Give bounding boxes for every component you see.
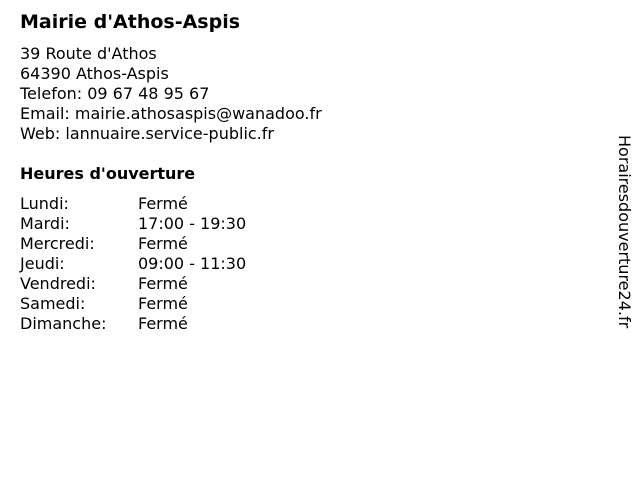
hours-day: Vendredi: [20,274,96,293]
hours-time: Fermé [138,234,188,253]
hours-day: Lundi: [20,194,69,213]
hours-time: Fermé [138,314,188,333]
hours-time: Fermé [138,194,188,213]
hours-row-thursday [20,254,246,274]
phone-value[interactable]: 09 67 48 95 67 [87,84,210,103]
web-label: Web: [20,124,61,143]
address-city: 64390 Athos-Aspis [20,64,169,83]
hours-row-saturday [20,294,246,314]
hours-row-friday [20,274,246,294]
hours-day: Jeudi: [20,254,65,273]
office-card [20,8,600,334]
hours-heading: Heures d'ouverture [20,164,196,183]
hours-time: Fermé [138,294,188,313]
hours-time: Fermé [138,274,188,293]
email-line [20,104,600,124]
hours-time: 17:00 - 19:30 [138,214,247,233]
web-link[interactable]: lannuaire.service-public.fr [65,124,274,143]
hours-row-wednesday [20,234,246,254]
phone-line [20,84,600,104]
web-line [20,124,600,144]
hours-row-sunday [20,314,246,334]
opening-hours-table [20,194,246,334]
phone-label: Telefon: [20,84,83,103]
office-title: Mairie d'Athos-Aspis [20,11,241,33]
hours-day: Samedi: [20,294,86,313]
hours-time: 09:00 - 11:30 [138,254,247,273]
site-brand-vertical[interactable]: Horairesdouverture24.fr [615,135,634,329]
email-link[interactable]: mairie.athosaspis@wanadoo.fr [74,104,322,123]
address-street: 39 Route d'Athos [20,44,157,63]
hours-day: Mercredi: [20,234,95,253]
hours-row-monday [20,194,246,214]
hours-day: Dimanche: [20,314,107,333]
hours-row-tuesday [20,214,246,234]
email-label: Email: [20,104,70,123]
hours-day: Mardi: [20,214,70,233]
